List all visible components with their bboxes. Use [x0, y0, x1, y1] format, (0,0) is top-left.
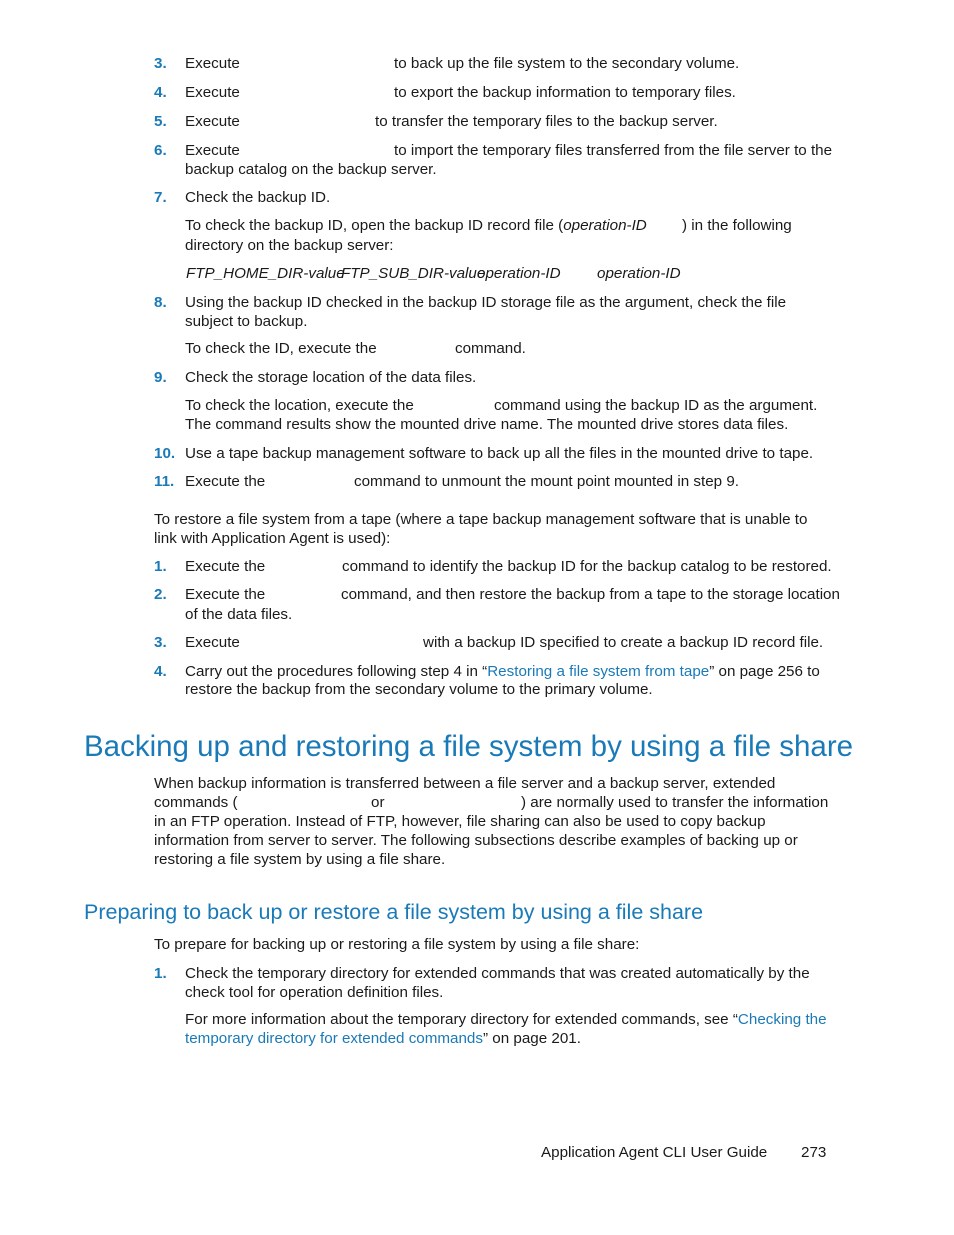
detail-text: directory on the backup server: — [185, 237, 394, 254]
step-text: to export the backup information to temporary files. — [394, 84, 736, 101]
step-text: restore the backup from the secondary volume to the primary volume. — [185, 681, 653, 698]
step-text: to back up the file system to the secondary volume. — [394, 55, 740, 72]
step-text: ” on page 256 to — [709, 663, 820, 680]
step-number: 9. — [154, 369, 167, 386]
detail-text: To check the backup ID, open the backup ID record file ( — [185, 217, 564, 234]
prep-intro: To prepare for backing up or restoring a file system by using a file share: — [154, 936, 640, 953]
step-text: to transfer the temporary files to the backup server. — [375, 113, 718, 130]
step-text: backup catalog on the backup server. — [185, 161, 437, 178]
step-text: Carry out the procedures following step 4 in “ — [185, 663, 488, 680]
detail-text: For more information about the temporary directory for extended commands, see “ — [185, 1011, 738, 1028]
step-number: 10. — [154, 445, 176, 462]
step-text: Execute — [185, 142, 240, 159]
step-number: 11. — [154, 473, 175, 490]
checking-temp-dir-link[interactable]: Checking the — [737, 1011, 827, 1028]
path-segment: operation-ID — [597, 265, 681, 282]
path-segment: FTP_SUB_DIR-value — [341, 265, 486, 282]
step-text: Execute the — [185, 558, 266, 575]
checking-temp-dir-link-cont[interactable]: temporary directory for extended commands — [185, 1030, 483, 1047]
para-line: commands ( — [154, 794, 238, 811]
detail-text: ) in the following — [682, 217, 792, 234]
step-text: command to unmount the mount point mounted in step 9. — [354, 473, 739, 490]
step-number: 3. — [154, 55, 167, 72]
step-text: Execute — [185, 84, 240, 101]
step-number: 6. — [154, 142, 167, 159]
step-number: 8. — [154, 294, 167, 311]
step-text: Using the backup ID checked in the backup ID storage file as the argument, check the file subject to backup. — [185, 294, 787, 330]
detail-text: command. — [455, 340, 526, 357]
detail-text: command using the backup ID as the argument. — [494, 397, 818, 414]
para-line: or — [371, 794, 385, 811]
detail-italic: operation-ID — [563, 217, 647, 234]
step-text: with a backup ID specified to create a backup ID record file. — [423, 634, 824, 651]
para-line: ) are normally used to transfer the information — [521, 794, 829, 811]
step-text: command to identify the backup ID for the backup catalog to be restored. — [342, 558, 832, 575]
page-number: 273 — [801, 1144, 827, 1161]
step-text: Execute the — [185, 473, 266, 490]
detail-text: ” on page 201. — [482, 1030, 581, 1047]
step-text-line — [185, 662, 820, 681]
detail-text: To check the ID, execute the — [185, 340, 377, 357]
step-text: Check the backup ID. — [185, 189, 331, 206]
step-number: 4. — [154, 84, 167, 101]
step-text: Check the storage location of the data files. — [185, 369, 477, 386]
step-number: 3. — [154, 634, 167, 651]
footer-title: Application Agent CLI User Guide — [541, 1144, 768, 1161]
step-number: 7. — [154, 189, 167, 206]
step-text: Execute — [185, 113, 240, 130]
detail-line — [185, 1010, 827, 1029]
step-text: Use a tape backup management software to back up all the files in the mounted drive to tape. — [185, 445, 814, 462]
detail-line — [185, 1029, 581, 1048]
restore-intro: To restore a file system from a tape (where a tape backup management software that is unable to link with Application Agent is used): — [154, 511, 808, 547]
step-detail — [185, 216, 647, 235]
path-segment: FTP_HOME_DIR-value — [186, 265, 345, 282]
restoring-from-tape-link[interactable]: Restoring a file system from tape — [487, 663, 710, 680]
step-text: Execute — [185, 634, 240, 651]
detail-text: The command results show the mounted drive name. The mounted drive stores data files. — [185, 416, 789, 433]
step-number: 4. — [154, 663, 167, 680]
subsection-heading: Preparing to back up or restore a file system by using a file share — [84, 900, 704, 924]
section-heading: Backing up and restoring a file system by using a file share — [84, 730, 854, 763]
detail-text: To check the location, execute the — [185, 397, 414, 414]
step-number: 5. — [154, 113, 167, 130]
step-text: to import the temporary files transferred from the file server to the — [394, 142, 833, 159]
para-text: in an FTP operation. Instead of FTP, however, file sharing can also be used to copy backup information from server to server. The following subsections describe examples of backing up or restoring a file system by using a file share. — [154, 813, 798, 868]
para-line: When backup information is transferred between a file server and a backup server, extended — [154, 775, 776, 792]
step-text: Check the temporary directory for extended commands that was created automatically by the check tool for operation definition files. — [185, 965, 810, 1001]
step-text: of the data files. — [185, 606, 293, 623]
step-number: 2. — [154, 586, 167, 603]
step-number: 1. — [154, 965, 167, 982]
path-segment: operation-ID — [477, 265, 561, 282]
step-text: Execute the — [185, 586, 266, 603]
step-number: 1. — [154, 558, 167, 575]
step-text: Execute — [185, 55, 240, 72]
step-text: command, and then restore the backup from a tape to the storage location — [341, 586, 840, 603]
